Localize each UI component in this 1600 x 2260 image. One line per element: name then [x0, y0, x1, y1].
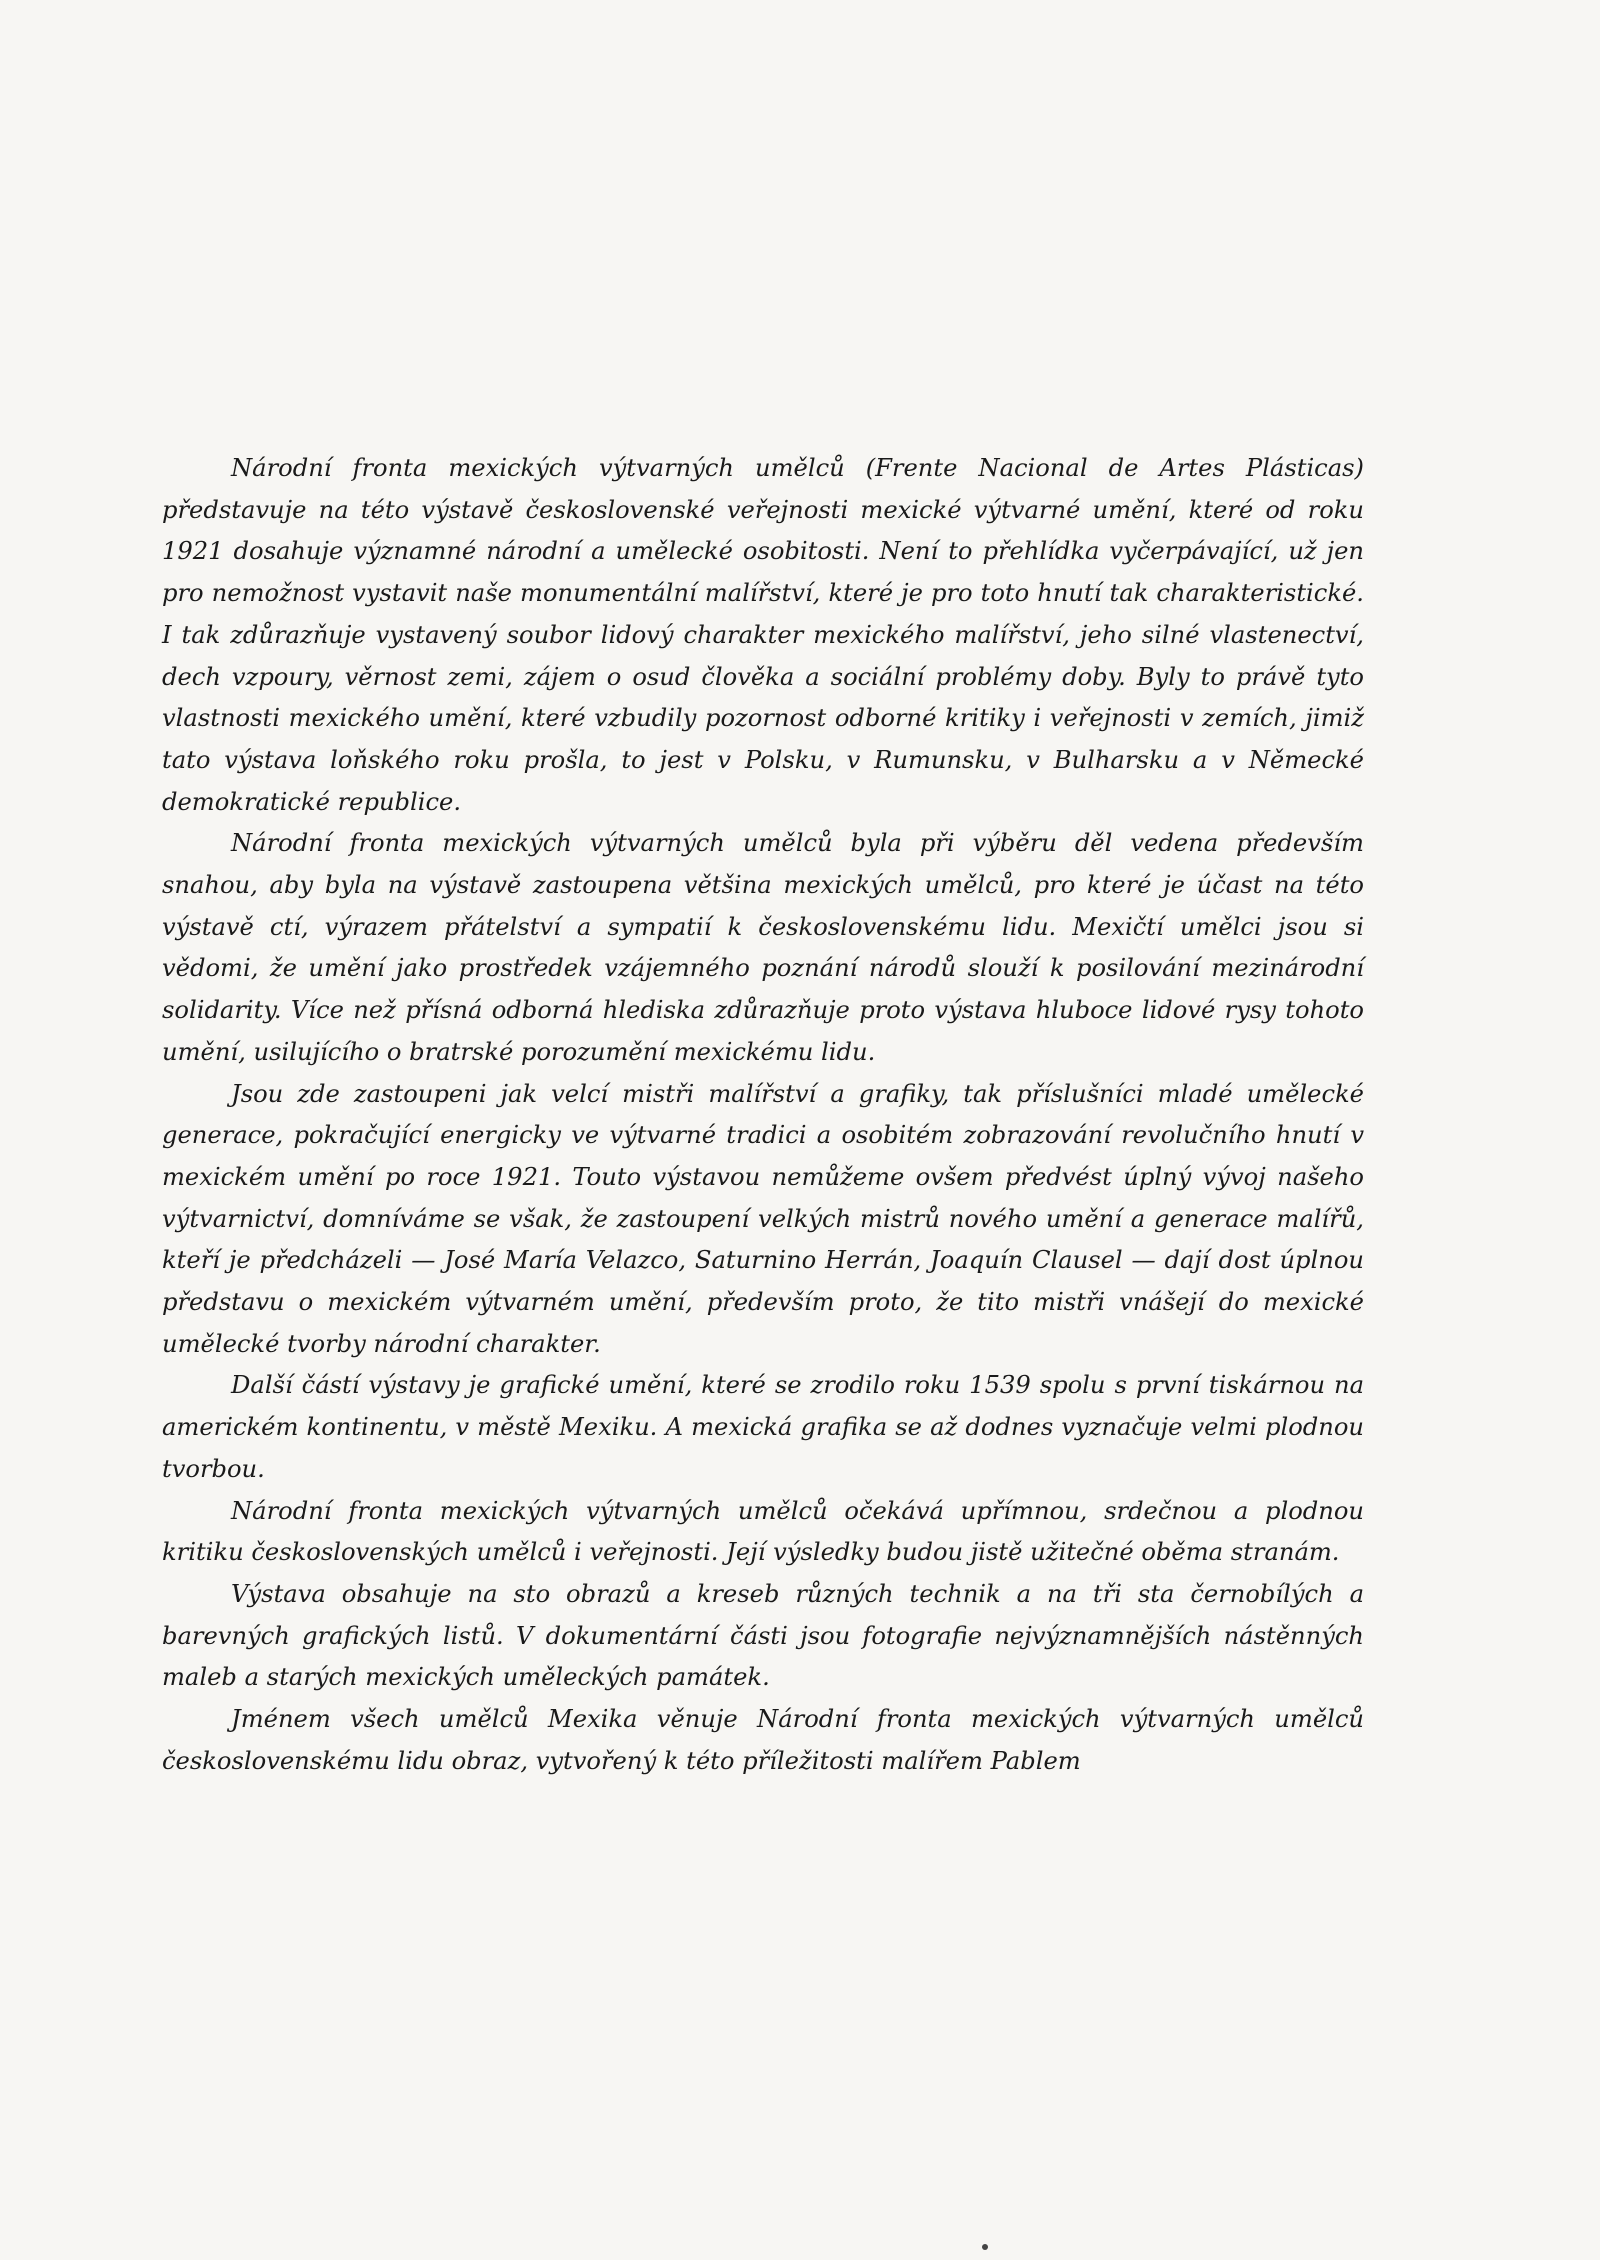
body-text — [162, 448, 1364, 1783]
paragraph-intro: Národní fronta mexických výtvarných umělců (Frente Nacional de Artes Plásticas) představuje na této výstavě československé veřejnosti mexické výtvarné umění, které od roku 1921 dosahuje významné národní a umělecké osobitosti. Není to přehlídka vyčerpávající, už jen pro nemožnost vystavit naše monumentální malířství, které je pro toto hnutí tak charakteristické. I tak zdůrazňuje vystavený soubor lidový charakter mexického malířství, jeho silné vlastenectví, dech vzpoury, věrnost zemi, zájem o osud člověka a sociální problémy doby. Byly to právě tyto vlastnosti mexického umění, které vzbudily pozornost odborné kritiky i veřejnosti v zemích, jimiž tato výstava loňského roku prošla, to jest v Polsku, v Rumunsku, v Bulharsku a v Německé demokratické republice. — [162, 454, 1364, 816]
page-speck — [982, 2244, 988, 2250]
paragraph-graphics: Další částí výstavy je grafické umění, které se zrodilo roku 1539 spolu s první tiskárnou na americkém kontinentu, v městě Mexiku. A mexická grafika se až dodnes vyznačuje velmi plodnou tvorbou. — [162, 1371, 1364, 1483]
paragraph-contents: Výstava obsahuje na sto obrazů a kreseb různých technik a na tři sta černobílých a barevných grafických listů. V dokumentární části jsou fotografie nejvýznamnějších nástěnných maleb a starých mexických uměleckých památek. — [162, 1579, 1364, 1692]
paragraph-masters: Jsou zde zastoupeni jak velcí mistři malířství a grafiky, tak příslušníci mladé umělecké generace, pokračující energicky ve výtvarné tradici a osobitém zobrazování revolučního hnutí v mexickém umění po roce 1921. Touto výstavou nemůžeme ovšem předvést úplný vývoj našeho výtvarnictví, domníváme se však, že zastoupení velkých mistrů nového umění a generace malířů, kteří je předcházeli — José María Velazco, Saturnino Herrán, Joaquín Clausel — dají dost úplnou představu o mexickém výtvarném umění, především proto, že tito mistři vnášejí do mexické umělecké tvorby národní charakter. — [162, 1079, 1364, 1358]
paragraph-critique: Národní fronta mexických výtvarných umělců očekává upřímnou, srdečnou a plodnou kritiku československých umělců i veřejnosti. Její výsledky budou jistě užitečné oběma stranám. — [162, 1496, 1364, 1567]
paragraph-dedication: Jménem všech umělců Mexika věnuje Národní fronta mexických výtvarných umělců československému lidu obraz, vytvořený k této příležitosti malířem Pablem — [162, 1705, 1364, 1775]
paragraph-selection: Národní fronta mexických výtvarných umělců byla při výběru děl vedena především snahou, aby byla na výstavě zastoupena většina mexických umělců, pro které je účast na této výstavě ctí, výrazem přátelství a sympatií k československému lidu. Mexičtí umělci jsou si vědomi, že umění jako prostředek vzájemného poznání národů slouží k posilování mezinárodní solidarity. Více než přísná odborná hlediska zdůrazňuje proto výstava hluboce lidové rysy tohoto umění, usilujícího o bratrské porozumění mexickému lidu. — [162, 829, 1364, 1066]
